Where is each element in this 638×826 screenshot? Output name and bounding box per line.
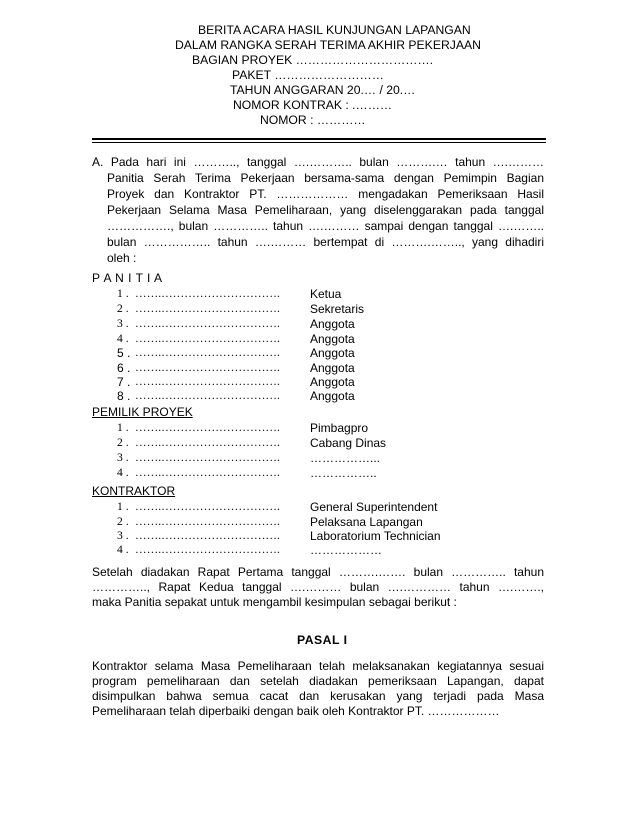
role-label: Cabang Dinas: [310, 436, 387, 450]
signature-placeholder: …….………………………….: [135, 302, 280, 315]
paragraph-line: Kontraktor selama Masa Pemeliharaan telah melaksanakan kegiatannya sesuai: [92, 659, 544, 673]
item-number: 1 .: [117, 287, 129, 300]
item-number: 7 .: [117, 375, 131, 389]
panitia-title: P A N I T I A: [92, 271, 163, 285]
pasal-title: PASAL I: [297, 633, 348, 647]
role-label: ……………..: [310, 466, 377, 480]
item-number: 4 .: [117, 332, 129, 345]
item-number: 4 .: [117, 543, 129, 556]
item-number: 6 .: [117, 361, 131, 375]
signature-placeholder: …….………………………….: [135, 436, 280, 449]
header-paket: PAKET ………………………: [232, 68, 384, 82]
role-label: Ketua: [310, 287, 342, 301]
item-number: 4 .: [117, 466, 129, 479]
paragraph-line: Pemeliharaan telah diperbaiki dengan baik oleh Kontraktor PT. ………………: [92, 704, 500, 718]
paragraph-line: program pemeliharaan dan setelah diadakan pemeriksaan Lapangan, dapat: [92, 674, 544, 688]
role-label: Pimbagpro: [310, 421, 369, 435]
role-label: Laboratorium Technician: [310, 529, 441, 543]
role-label: ……………...: [310, 451, 381, 465]
signature-placeholder: …….………………………….: [135, 421, 280, 434]
role-label: Pelaksana Lapangan: [310, 515, 423, 529]
signature-placeholder: …….………………………….: [135, 529, 280, 542]
role-label: Sekretaris: [310, 302, 365, 316]
item-number: 2 .: [117, 515, 129, 528]
role-label: ………………: [310, 543, 382, 557]
item-number: 5 .: [117, 346, 131, 360]
signature-placeholder: …….………………………….: [135, 451, 280, 464]
header-tahun-anggaran: TAHUN ANGGARAN 20.… / 20.…: [230, 83, 416, 97]
paragraph-line: ……………., bulan ………….. tahun ….……… sampai dengan tanggal ….……..: [107, 219, 544, 233]
signature-placeholder: …….………………………….: [135, 361, 280, 374]
role-label: Anggota: [310, 317, 355, 331]
role-label: Anggota: [310, 346, 355, 360]
item-number: 1 .: [117, 421, 129, 434]
role-label: General Superintendent: [310, 500, 438, 514]
signature-placeholder: …….………………………….: [135, 375, 280, 388]
signature-placeholder: …….………………………….: [135, 389, 280, 402]
paragraph-line: oleh :: [107, 251, 137, 265]
header-nomor: NOMOR : …………: [260, 113, 366, 127]
signature-placeholder: …….………………………….: [135, 317, 280, 330]
item-number: 1 .: [117, 500, 129, 513]
header-divider-thin: [92, 142, 546, 143]
paragraph-line: maka Panitia sepakat untuk mengambil kesimpulan sebagai berikut :: [92, 595, 457, 609]
header-title-line: BERITA ACARA HASIL KUNJUNGAN LAPANGAN: [198, 23, 471, 37]
role-label: Anggota: [310, 375, 355, 389]
role-label: Anggota: [310, 332, 355, 346]
kontraktor-title: KONTRAKTOR: [92, 484, 176, 498]
paragraph-line: A. Pada hari ini ……….., tanggal ….……….. bulan ……….… tahun ….………: [92, 155, 544, 169]
signature-placeholder: …….………………………….: [135, 500, 280, 513]
header-subtitle-line: DALAM RANGKA SERAH TERIMA AKHIR PEKERJAAN: [175, 38, 481, 52]
paragraph-line: Panitia Serah Terima Pekerjaan bersama-sama dengan Pemimpin Bagian: [107, 171, 544, 185]
signature-placeholder: …….………………………….: [135, 332, 280, 345]
role-label: Anggota: [310, 389, 355, 403]
signature-placeholder: …….………………………….: [135, 515, 280, 528]
header-nomor-kontrak: NOMOR KONTRAK : .………: [233, 98, 393, 112]
signature-placeholder: …….………………………….: [135, 346, 280, 359]
role-label: Anggota: [310, 361, 355, 375]
paragraph-line: Pekerjaan Selama Masa Pemeliharaan, yang diselenggarakan pada tanggal: [107, 203, 544, 217]
pemilik-proyek-title: PEMILIK PROYEK: [92, 405, 193, 419]
paragraph-line: bulan …………….. tahun ….……… bertempat di ……….…….., yang dihadiri: [107, 235, 544, 249]
header-divider-thick: [92, 138, 546, 140]
header-bagian-proyek: BAGIAN PROYEK …………………………….: [192, 53, 434, 67]
paragraph-line: disimpulkan bahwa semua cacat dan kerusakan yang terjadi pada Masa: [92, 689, 544, 703]
item-number: 2 .: [117, 436, 129, 449]
signature-placeholder: …….………………………….: [135, 543, 280, 556]
item-number: 2 .: [117, 302, 129, 315]
signature-placeholder: …….………………………….: [135, 466, 280, 479]
item-number: 8 .: [117, 389, 131, 403]
item-number: 3 .: [117, 529, 129, 542]
item-number: 3 .: [117, 317, 129, 330]
paragraph-line: Setelah diadakan Rapat Pertama tanggal ……….……. bulan ………….. tahun: [92, 565, 544, 579]
paragraph-line: Proyek dan Kontraktor PT. ……………… mengadakan Pemeriksaan Hasil: [107, 187, 544, 201]
paragraph-line: ………….., Rapat Kedua tanggal ….……… bulan ….………… tahun ….…….,: [92, 580, 544, 594]
item-number: 3 .: [117, 451, 129, 464]
signature-placeholder: …….………………………….: [135, 287, 280, 300]
